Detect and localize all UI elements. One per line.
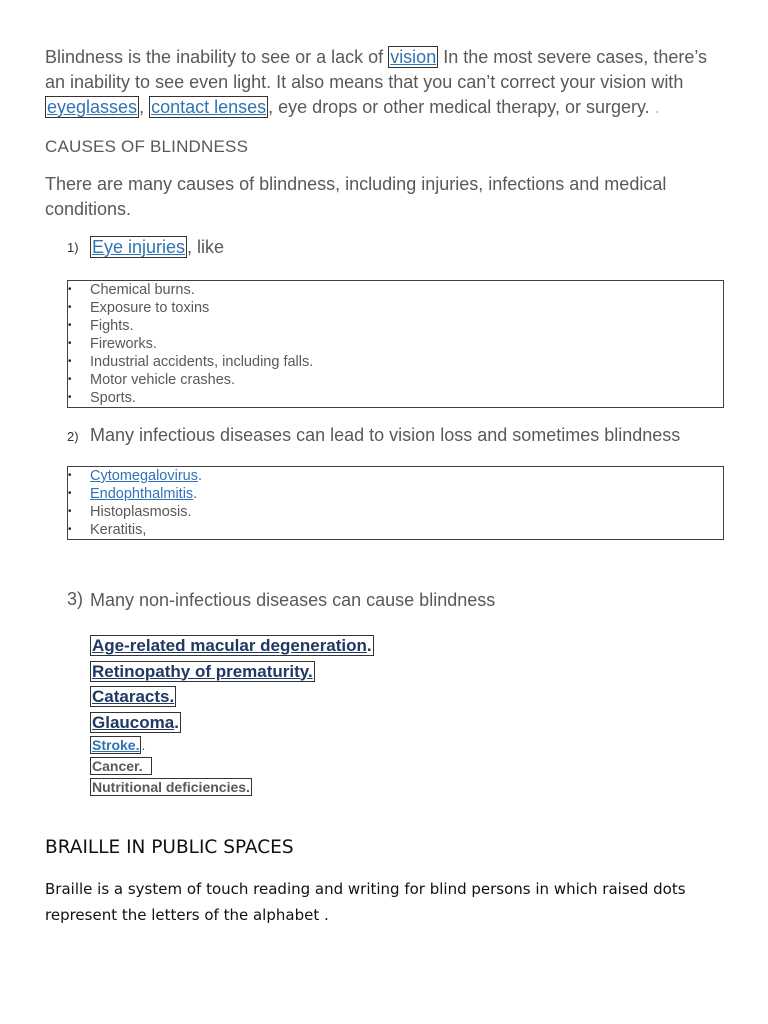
eye-injuries-list — [67, 280, 724, 408]
list-item — [68, 371, 723, 389]
nutritional-item: Nutritional deficiencies. — [92, 779, 250, 795]
list-item — [68, 353, 723, 371]
bullet-icon: • — [68, 320, 72, 331]
list-item — [68, 467, 723, 485]
list-item-text: Keratitis, — [90, 522, 147, 538]
infectious-diseases-list — [67, 466, 724, 540]
list-item — [68, 521, 723, 539]
rop-link[interactable]: Retinopathy of prematurity. — [92, 661, 313, 681]
list-item-suffix: . — [141, 737, 146, 753]
list-item-text: Fights. — [90, 318, 134, 334]
intro-text: In the most severe cases, there’s an inability to see even light. It also means that you can’t correct your vision with — [45, 47, 708, 92]
bullet-icon: • — [68, 356, 72, 367]
list-item — [90, 659, 374, 685]
section1-number: 1) — [67, 240, 79, 255]
bullet-icon: • — [68, 374, 72, 385]
list-item-text: Chemical burns. — [90, 282, 195, 298]
bullet-icon: • — [68, 284, 72, 295]
section2-number: 2) — [67, 429, 79, 444]
non-infectious-diseases-list — [90, 633, 374, 798]
bullet-icon: • — [68, 302, 72, 313]
list-item — [68, 317, 723, 335]
list-item-text: Sports. — [90, 390, 136, 406]
intro-trailing-dot: . — [654, 97, 660, 117]
braille-heading: BRAILLE IN PUBLIC SPACES — [45, 837, 294, 858]
contact-lenses-link[interactable]: contact lenses — [151, 97, 267, 117]
bullet-icon: • — [68, 524, 72, 535]
bullet-icon: • — [68, 338, 72, 349]
bullet-icon: • — [68, 392, 72, 403]
intro-paragraph — [45, 45, 725, 120]
section3-number: 3) — [67, 589, 84, 609]
intro-text: , eye drops or other medical therapy, or surgery. — [268, 97, 655, 117]
section2-heading: Many infectious diseases can lead to vision loss and sometimes blindness — [90, 425, 681, 445]
cataracts-link[interactable]: Cataracts. — [92, 687, 175, 706]
intro-text: , — [139, 97, 150, 117]
causes-intro: There are many causes of blindness, including injuries, infections and medical conditions. — [45, 174, 667, 219]
section3-heading: Many non-infectious diseases can cause blindness — [90, 590, 496, 610]
causes-heading: CAUSES OF BLINDNESS — [45, 137, 249, 156]
list-item — [90, 735, 374, 756]
cancer-item: Cancer. — [90, 757, 152, 775]
vision-link[interactable]: vision — [390, 47, 437, 67]
bullet-icon: • — [68, 506, 72, 517]
bullet-icon: • — [68, 470, 72, 481]
list-item-text: Exposure to toxins — [90, 300, 210, 316]
list-item — [90, 777, 374, 798]
list-item — [90, 756, 374, 777]
list-item — [68, 335, 723, 353]
list-item — [90, 633, 374, 659]
braille-paragraph: Braille is a system of touch reading and writing for blind persons in which raised dots represent the letters of the alphabet . — [45, 880, 686, 924]
stroke-link[interactable]: Stroke. — [92, 737, 140, 753]
eye-injuries-link[interactable]: Eye injuries — [92, 237, 186, 257]
intro-text: Blindness is the inability to see or a lack of — [45, 47, 389, 67]
list-item — [90, 710, 374, 736]
endophthalmitis-link[interactable]: Endophthalmitis — [90, 486, 194, 502]
list-item-text: Industrial accidents, including falls. — [90, 354, 314, 370]
list-item-suffix: . — [193, 486, 198, 502]
list-item — [68, 281, 723, 299]
glaucoma-link[interactable]: Glaucoma — [92, 712, 175, 732]
list-item-suffix: . — [174, 712, 179, 732]
list-item-suffix: . — [198, 468, 203, 484]
list-item-suffix: . — [366, 636, 372, 655]
list-item — [68, 485, 723, 503]
section1-heading — [90, 235, 224, 259]
bullet-icon: • — [68, 488, 72, 499]
list-item — [68, 299, 723, 317]
list-item — [90, 684, 374, 710]
list-item-text: Fireworks. — [90, 336, 157, 352]
cytomegalovirus-link[interactable]: Cytomegalovirus — [90, 468, 198, 484]
list-item-text: Motor vehicle crashes. — [90, 372, 236, 388]
eyeglasses-link[interactable]: eyeglasses — [47, 97, 138, 117]
list-item — [68, 503, 723, 521]
section1-suffix: , like — [187, 237, 225, 257]
list-item-text: Histoplasmosis. — [90, 504, 192, 520]
list-item — [68, 389, 723, 407]
amd-link[interactable]: Age-related macular degeneration — [92, 636, 367, 655]
